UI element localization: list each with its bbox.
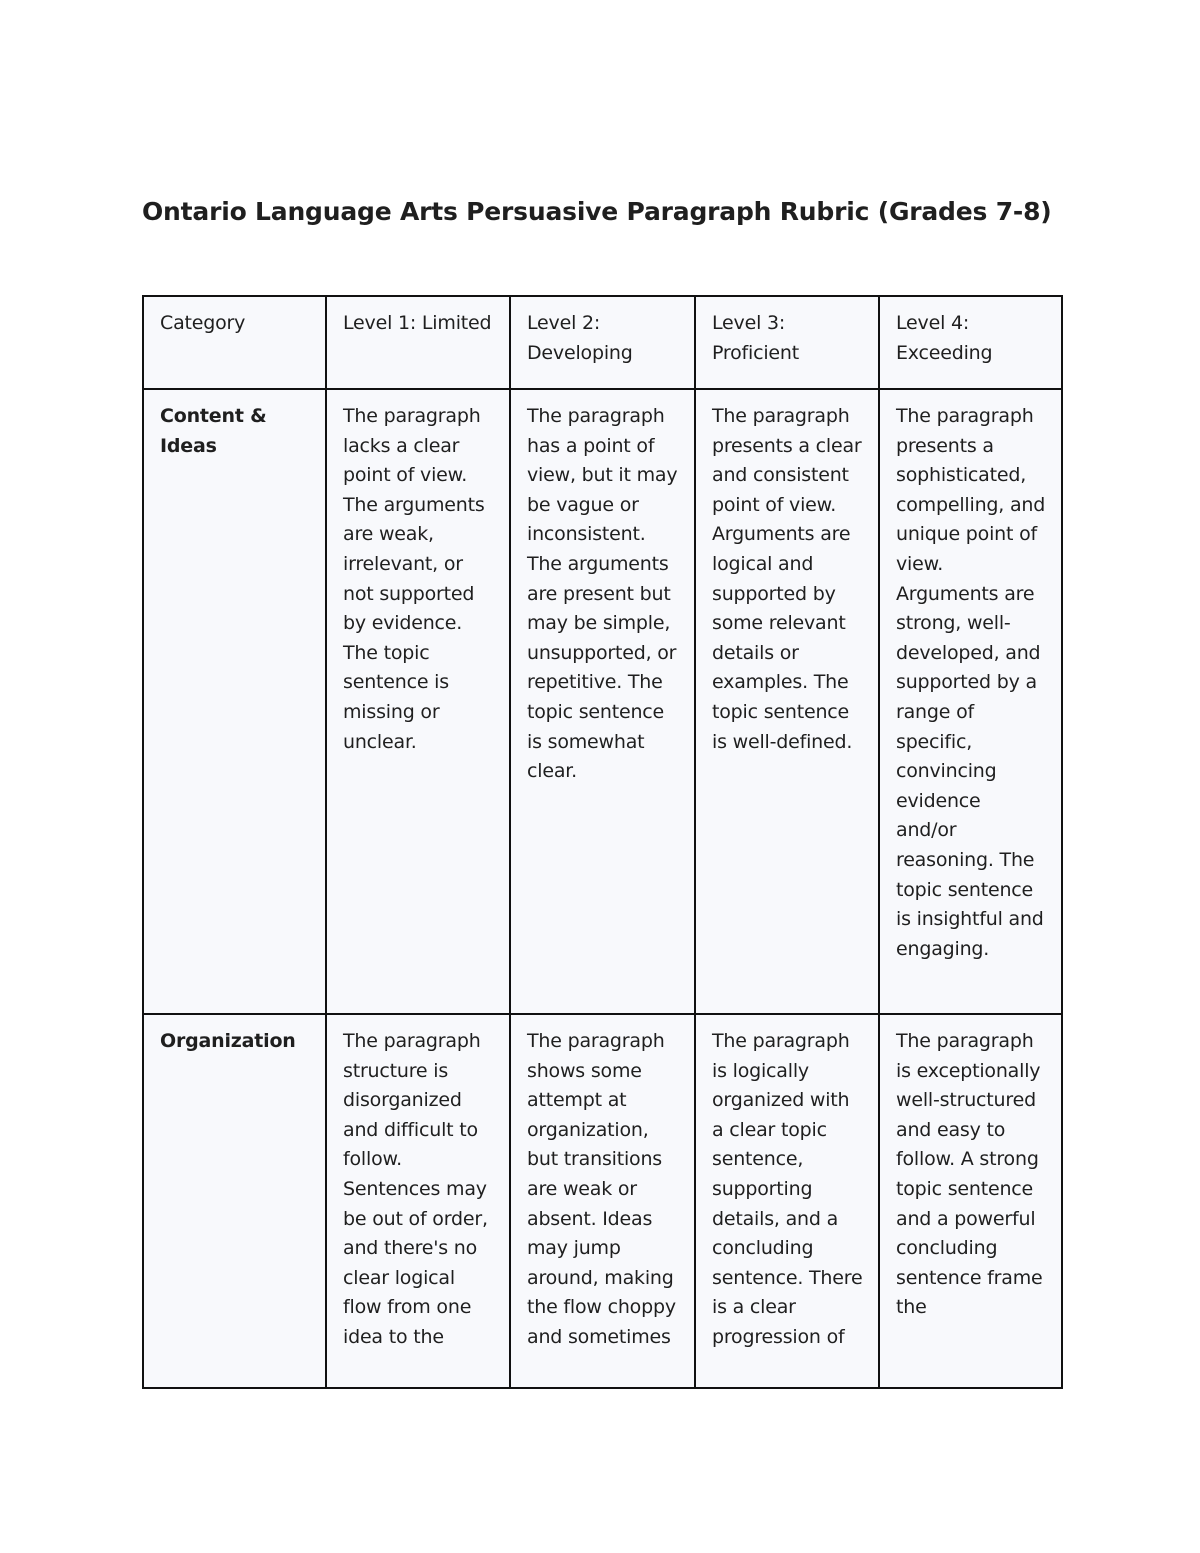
header-level-4: Level 4: Exceeding bbox=[879, 296, 1062, 389]
rubric-cell-level-4: The paragraph presents a sophisticated, compelling, and unique point of view. Arguments are strong, well-developed, and supported by a range of specific, convincing evidence and/or reasoning. The topic sentence is insightful and engaging. bbox=[879, 389, 1062, 1014]
page-title: Ontario Language Arts Persuasive Paragraph Rubric (Grades 7-8) bbox=[142, 197, 1052, 226]
header-level-1: Level 1: Limited bbox=[326, 296, 510, 389]
rubric-table bbox=[142, 295, 1063, 1389]
header-level-2: Level 2: Developing bbox=[510, 296, 695, 389]
header-level-3: Level 3: Proficient bbox=[695, 296, 879, 389]
rubric-cell-level-2: The paragraph shows some attempt at organization, but transitions are weak or absent. Ideas may jump around, making the flow choppy and sometimes bbox=[510, 1014, 695, 1388]
table-header-row bbox=[143, 296, 1062, 389]
category-cell: Organization bbox=[143, 1014, 326, 1388]
rubric-cell-level-1: The paragraph structure is disorganized and difficult to follow. Sentences may be out of order, and there's no clear logical flow from one idea to the bbox=[326, 1014, 510, 1388]
rubric-cell-level-4: The paragraph is exceptionally well-structured and easy to follow. A strong topic sentence and a powerful concluding sentence frame the bbox=[879, 1014, 1062, 1388]
table-row bbox=[143, 389, 1062, 1014]
header-category: Category bbox=[143, 296, 326, 389]
table-row bbox=[143, 1014, 1062, 1388]
rubric-cell-level-3: The paragraph presents a clear and consistent point of view. Arguments are logical and supported by some relevant details or examples. The topic sentence is well-defined. bbox=[695, 389, 879, 1014]
rubric-cell-level-3: The paragraph is logically organized with a clear topic sentence, supporting details, and a concluding sentence. There is a clear progression of bbox=[695, 1014, 879, 1388]
rubric-cell-level-1: The paragraph lacks a clear point of view. The arguments are weak, irrelevant, or not supported by evidence. The topic sentence is missing or unclear. bbox=[326, 389, 510, 1014]
rubric-cell-level-2: The paragraph has a point of view, but it may be vague or inconsistent. The arguments are present but may be simple, unsupported, or repetitive. The topic sentence is somewhat clear. bbox=[510, 389, 695, 1014]
category-cell: Content & Ideas bbox=[143, 389, 326, 1014]
